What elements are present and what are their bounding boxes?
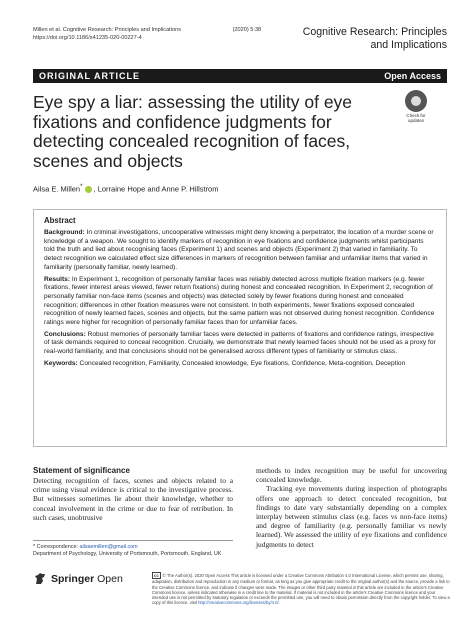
author-first[interactable]: Ailsa E. Millen xyxy=(33,184,81,194)
author-rest: , Lorraine Hope and Anne P. Hillstrom xyxy=(93,184,219,194)
doi-link[interactable]: https://doi.org/10.1186/s41235-020-00227-4 xyxy=(33,35,142,41)
publisher-name-bold: Springer xyxy=(51,573,95,585)
publisher-name xyxy=(51,573,123,585)
affiliation: Department of Psychology, University of Portsmouth, Portsmouth, England, UK xyxy=(33,550,222,557)
conclusions-label: Conclusions: xyxy=(44,330,86,338)
keywords-label: Keywords: xyxy=(44,359,78,367)
license-text-block xyxy=(152,572,452,606)
journal-name-line1: Cognitive Research: Principles xyxy=(302,26,447,38)
publisher-name-rest: Open xyxy=(94,573,123,585)
keywords-text: Concealed recognition, Familiarity, Concealed knowledge, Eye fixations, Confidence, Meta-cognition, Deception xyxy=(77,359,406,367)
abstract-box xyxy=(33,209,447,447)
body-paragraph: Detecting recognition of faces, scenes and objects related to a crime using visual evidence is critical to the investigative process. But witnesses sometimes lie about their knowledge, whether to conceal involvement in the crime or due to fear of retribution. In such cases, unobtrusive xyxy=(33,476,233,522)
license-text: © The Author(s). 2020 Open Access This article is licensed under a Creative Commons Attribution 4.0 International License, which permits use, sharing, adaptation, distribution and reproduction in any medium or format, as long as you give appropriate credit to the original author(s) and the source, provide a link to the Creative Commons licence, and indicate if changes were made. The images or other third party material in this article are included in the article's Creative Commons licence, unless indicated otherwise in a credit line to the material. If material is not included in the article's Creative Commons licence and your intended use is not permitted by statutory regulation or exceeds the permitted use, you will need to obtain permission directly from the copyright holder. To view a copy of this licence, visit xyxy=(152,573,450,606)
citation: Millen et al. Cognitive Research: Principles and Implications xyxy=(33,27,181,33)
body-left-column xyxy=(33,466,233,522)
badge-line2: updates xyxy=(407,118,424,123)
running-header xyxy=(33,26,261,42)
conclusions-text: Robust memories of personally familiar faces were detected in patterns of fixations and confidence ratings, irrespective of task demands required to conceal recognition. Crucially, we demonstrate that newly learned faces should not be used as a proxy for real-world familiarity, and that conclusions should not be generalised across different types of familiarity or stimulus class. xyxy=(44,330,436,356)
badge-line1: Check for xyxy=(406,113,426,118)
journal-name xyxy=(303,26,447,52)
background-label: Background: xyxy=(44,229,85,236)
license-end: . xyxy=(278,600,280,606)
correspondence-label: * Correspondence: xyxy=(33,544,80,550)
year-page: (2020) 5:38 xyxy=(232,27,262,33)
orcid-icon[interactable] xyxy=(85,186,92,193)
cc-license-icon: cc xyxy=(154,573,159,578)
abstract-results xyxy=(44,276,436,328)
check-for-updates-badge[interactable] xyxy=(400,90,432,126)
background-text: In criminal investigations, uncooperative witnesses might deny knowing a perpetrator, the location of a murder scene or knowledge of a weapon. We sought to identify markers of recognition in eye fixations and confidence judgments whilst participants told the truth and lied about recognising faces (Experiment 1) and scenes and objects (Experiment 2) that varied in familiarity. To detect recognition we calculated effect size differences in markers of recognition between familiar and unfamiliar items that varied in familiarity (personally familiar, newly learned). xyxy=(44,229,434,271)
springer-open-logo xyxy=(33,572,123,586)
correspondence-email[interactable]: ailsaemillen@gmail.com xyxy=(79,544,138,550)
article-type: ORIGINAL ARTICLE xyxy=(39,71,140,81)
results-label: Results: xyxy=(44,275,71,283)
article-title: Eye spy a liar: assessing the utility of eye fixations and confidence judgments for detecting concealed recognition of faces, scenes and objects xyxy=(33,92,353,171)
body-paragraph: methods to index recognition may be useful for uncovering concealed knowledge. xyxy=(256,466,447,485)
results-text: In Experiment 1, recognition of personally familiar faces was reliably detected across multiple fixation markers (e.g. fewer fixations, fewer interest areas viewed, fewer return fixations) during honest and concealed recognition. In Experiment 2, recognition of personally familiar non-face items (scenes and objects) was detected solely by fewer fixations during honest and concealed recognition; differences in other fixation measures were not consistent. In both experiments, fewer fixations exposed concealed recognition of newly learned faces, scenes and objects, but the same pattern was not observed during honest recognition. Confidence ratings were higher for recognition of personally familiar faces than for unfamiliar faces. xyxy=(44,275,435,327)
abstract-keywords xyxy=(44,360,436,369)
journal-name-line2: and Implications xyxy=(370,39,447,51)
body-paragraph: Tracking eye movements during inspection of photographs offers one approach to detect concealed recognition, but findings to date vary substantially depending on a complex interplay between stimulus class (e.g. faces vs non-face items) and degree of familiarity (e.g. personally familiar vs newly learned). We assessed the utility of eye fixations and confidence judgments to detect xyxy=(256,484,447,549)
abstract-conclusions xyxy=(44,331,436,357)
article-type-banner xyxy=(33,69,447,83)
correspondence-footnote xyxy=(33,540,233,557)
abstract-heading: Abstract xyxy=(44,216,76,225)
body-right-column xyxy=(256,466,447,549)
corresponding-marker: * xyxy=(80,183,83,190)
update-icon xyxy=(405,90,427,112)
section-title: Statement of significance xyxy=(33,466,130,475)
author-list xyxy=(33,182,218,195)
abstract-background xyxy=(44,229,436,273)
open-access-label: Open Access xyxy=(384,71,441,81)
license-link[interactable]: http://creativecommons.org/licenses/by/4.0/ xyxy=(198,600,279,606)
springer-horse-icon xyxy=(33,572,47,586)
